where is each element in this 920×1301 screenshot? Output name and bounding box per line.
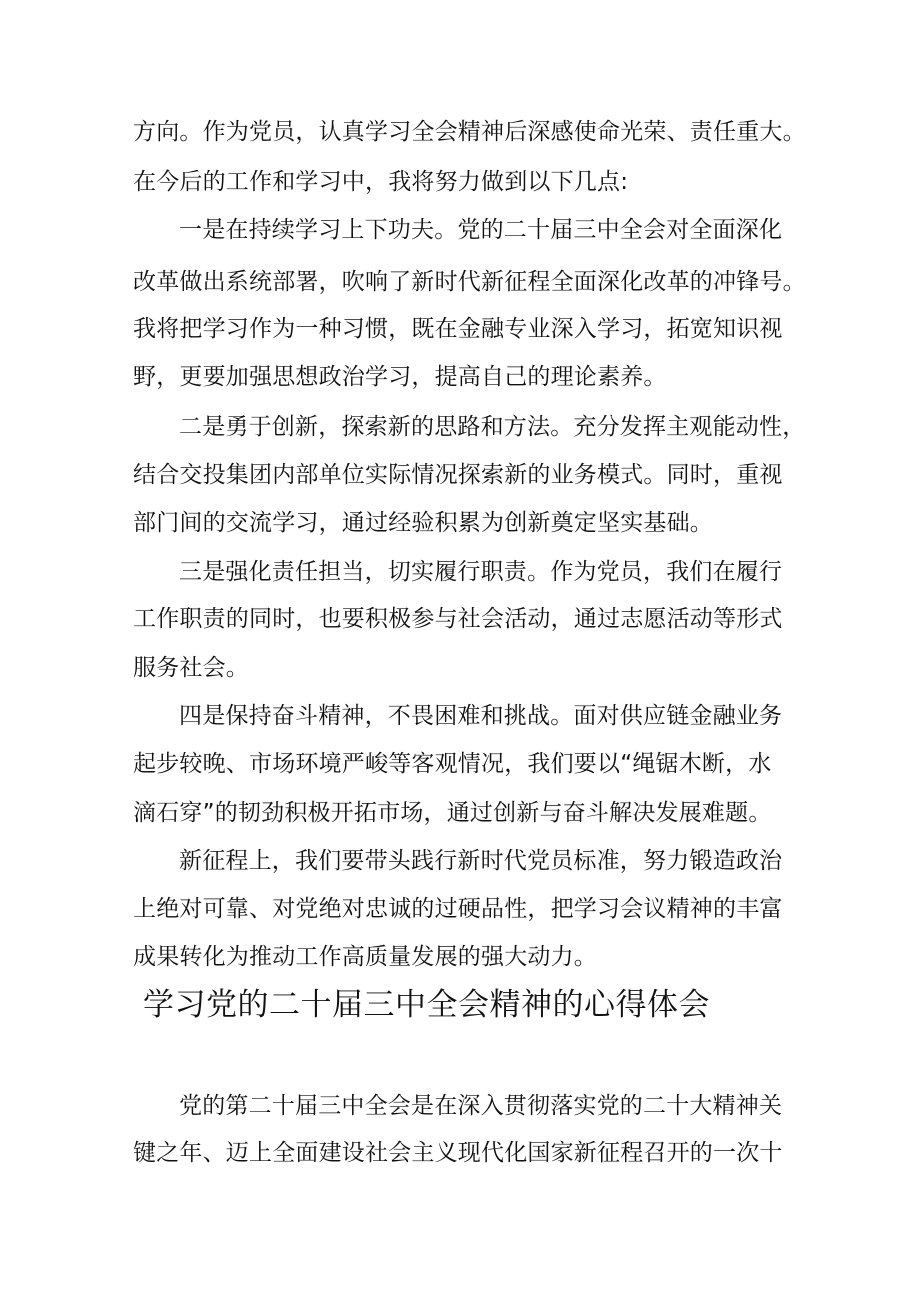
section-heading: 学习党的二十届三中全会精神的心得体会 (143, 987, 710, 1023)
paragraph-line: 一是在持续学习上下功夫。党的二十届三中全会对全面深化 (179, 217, 783, 243)
text-line: 野，更要加强思想政治学习，提高自己的理论素养。 (133, 364, 667, 390)
text-line: 起步较晚、市场环境严峻等客观情况，我们要以“绳锯木断，水 (133, 751, 772, 777)
paragraph-line: 新征程上，我们要带头践行新时代党员标准，努力锻造政治 (179, 848, 783, 874)
paragraph-line: 党的第二十届三中全会是在深入贯彻落实党的二十大精神关 (179, 1093, 783, 1119)
paragraph-line: 二是勇于创新，探索新的思路和方法。充分发挥主观能动性， (179, 414, 806, 440)
text-line: 方向。作为党员，认真学习全会精神后深感使命光荣、责任重大。 (133, 119, 806, 145)
text-line: 成果转化为推动工作高质量发展的强大动力。 (133, 944, 597, 970)
text-line: 结合交投集团内部单位实际情况探索新的业务模式。同时，重视 (133, 462, 783, 488)
text-line: 上绝对可靠、对党绝对忠诚的过硬品性，把学习会议精神的丰富 (133, 896, 783, 922)
text-line: 在今后的工作和学习中，我将努力做到以下几点: (133, 169, 629, 195)
paragraph-line: 四是保持奋斗精神，不畏困难和挑战。面对供应链金融业务 (179, 703, 783, 729)
text-line: 我将把学习作为一种习惯，既在金融专业深入学习，拓宽知识视 (133, 316, 783, 342)
text-line: 滴石穿”的韧劲积极开拓市场，通过创新与奋斗解决发展难题。 (133, 800, 772, 826)
text-line: 键之年、迈上全面建设社会主义现代化国家新征程召开的一次十 (133, 1140, 783, 1166)
text-line: 服务社会。 (133, 655, 249, 681)
text-line: 工作职责的同时，也要积极参与社会活动，通过志愿活动等形式 (133, 606, 783, 632)
text-line: 部门间的交流学习，通过经验积累为创新奠定坚实基础。 (133, 510, 713, 536)
paragraph-line: 三是强化责任担当，切实履行职责。作为党员，我们在履行 (179, 559, 783, 585)
text-line: 改革做出系统部署，吹响了新时代新征程全面深化改革的冲锋号。 (133, 269, 806, 295)
